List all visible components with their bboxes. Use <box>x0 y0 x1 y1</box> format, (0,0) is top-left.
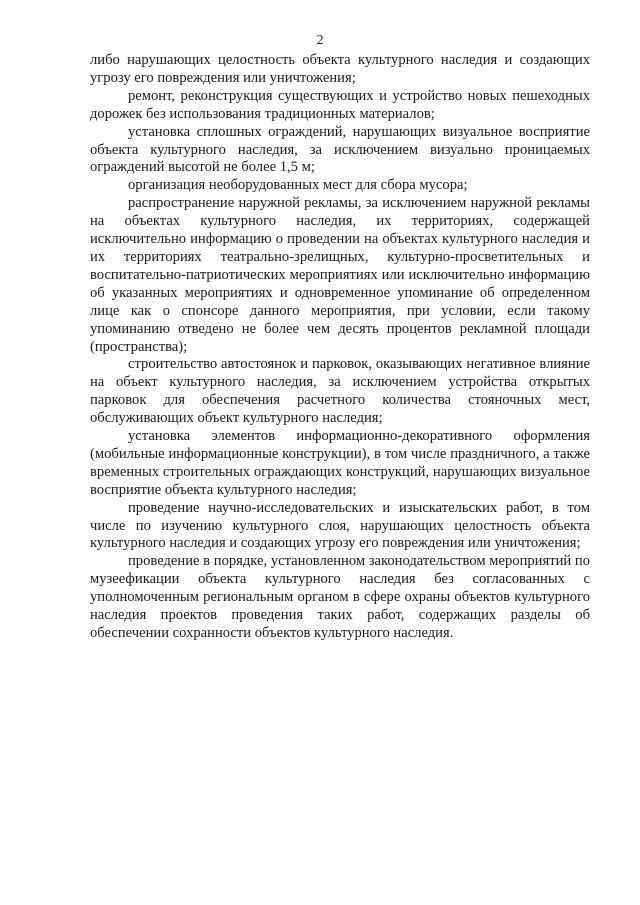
paragraph-outdoor-advertising: распространение наружной рекламы, за исключением наружной рекламы на объектах культурного наследия, их территориях, содержащей исключительно информацию о проведении на объектах культурного наследия и их территориях театрально-зрелищных, культурно-просветительных и воспитательно-патриотических мероприятиях или исключительно информацию об указанных мероприятиях и одновременное упоминание об определенном лице как о спонсоре данного мероприятия, при условии, если такому упоминанию отведено не более чем десять процентов рекламной площади (пространства); <box>90 195 590 355</box>
paragraph-garbage-sites: организация необорудованных мест для сбора мусора; <box>128 177 468 194</box>
paragraph-continuation: либо нарушающих целостность объекта культурного наследия и создающих угрозу его повреждения или уничтожения; <box>90 52 590 86</box>
paragraph-decorative-elements: установка элементов информационно-декоративного оформления (мобильные информационные конструкции), в том числе праздничного, а также временных строительных ограждающих конструкций, нарушающих визуальное восприятие объекта культурного наследия; <box>90 428 590 498</box>
page-number: 2 <box>316 33 324 48</box>
paragraph-repair-paths: ремонт, реконструкция существующих и устройство новых пешеходных дорожек без использования традиционных материалов; <box>90 87 590 122</box>
paragraph-parking-construction: строительство автостоянок и парковок, оказывающих негативное влияние на объект культурного наследия, за исключением устройства открытых парковок для обеспечения расчетного количества стояночных мест, обслуживающих объект культурного наследия; <box>90 356 590 427</box>
paragraph-research-works: проведение научно-исследовательских и изыскательских работ, в том числе по изучению культурного слоя, нарушающих целостность объекта культурного наследия и создающих угрозу его повреждения или уничтожения; <box>90 499 590 552</box>
paragraph-museumification: проведение в порядке, установленном законодательством мероприятий по музеефикации объекта культурного наследия без согласованных с уполномоченным региональным органом в сфере охраны объектов культурного наследия проектов проведения таких работ, содержащих разделы об обеспечении сохранности объектов культурного наследия. <box>90 553 590 641</box>
paragraph-solid-fences: установка сплошных ограждений, нарушающих визуальное восприятие объекта культурного наследия, за исключением визуально проницаемых ограждений высотой не более 1,5 м; <box>90 123 590 176</box>
document-body <box>90 52 590 643</box>
